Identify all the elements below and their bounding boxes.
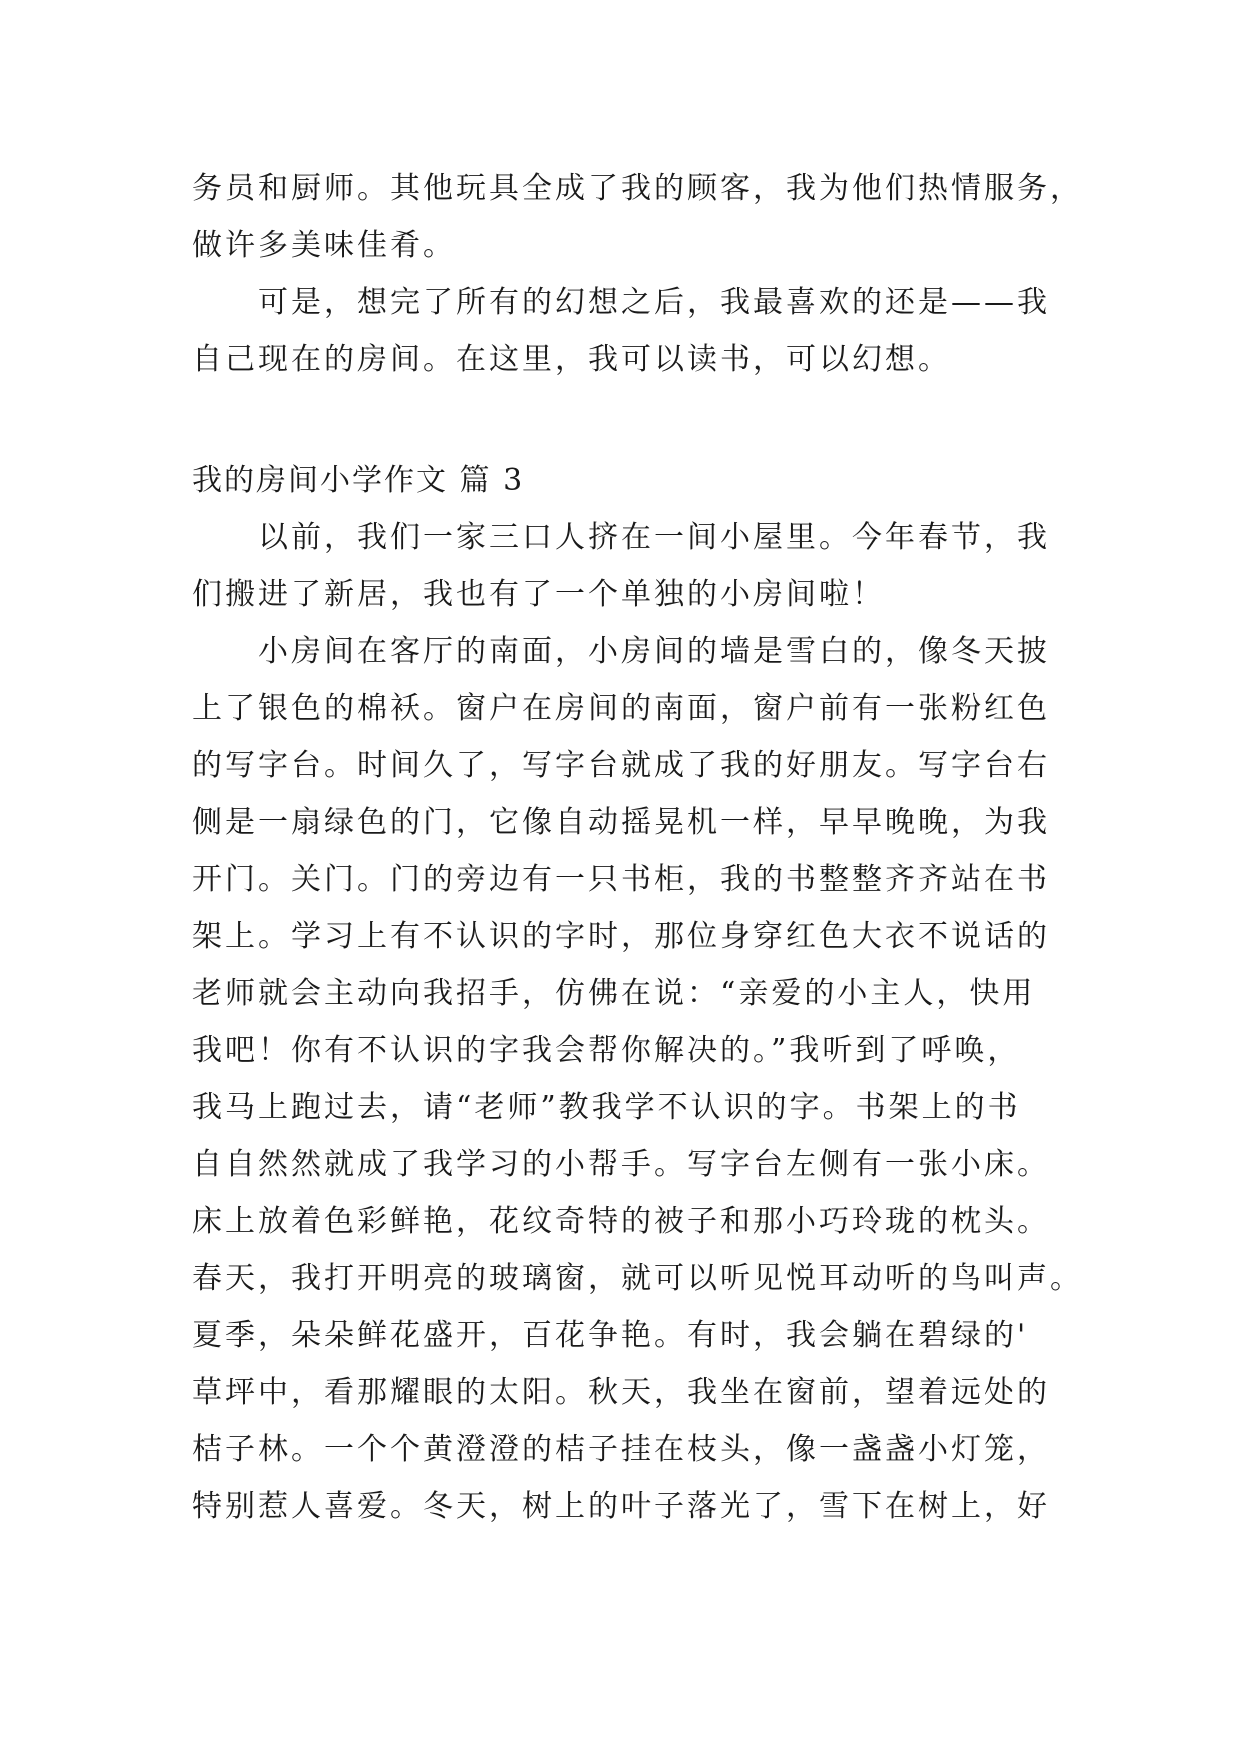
paragraph-1: [192, 160, 1083, 274]
text-line: 夏季，朵朵鲜花盛开，百花争艳。有时，我会躺在碧绿的': [192, 1318, 1029, 1353]
text-line: 侧是一扇绿色的门，它像自动摇晃机一样，早早晚晚，为我: [192, 805, 1050, 840]
text-line: 上了银色的棉袄。窗户在房间的南面，窗户前有一张粉红色: [192, 691, 1050, 726]
section-spacer: [192, 388, 1072, 452]
text-line: 可是，想完了所有的幻想之后，我最喜欢的还是——我: [258, 285, 1050, 320]
text-line: 自自然然就成了我学习的小帮手。写字台左侧有一张小床。: [192, 1147, 1050, 1182]
text-line: 春天，我打开明亮的玻璃窗，就可以听见悦耳动听的鸟叫声。: [192, 1261, 1083, 1296]
paragraph-2: [192, 274, 1072, 388]
document-body: [192, 160, 1083, 1535]
text-line: 桔子林。一个个黄澄澄的桔子挂在枝头，像一盏盏小灯笼，: [192, 1432, 1050, 1467]
text-line: 床上放着色彩鲜艳，花纹奇特的被子和那小巧玲珑的枕头。: [192, 1204, 1050, 1239]
text-line: 务员和厨师。其他玩具全成了我的顾客，我为他们热情服务，: [192, 171, 1083, 206]
text-line: 自己现在的房间。在这里，我可以读书，可以幻想。: [192, 342, 951, 377]
text-line: 架上。学习上有不认识的字时，那位身穿红色大衣不说话的: [192, 919, 1050, 954]
text-line: 小房间在客厅的南面，小房间的墙是雪白的，像冬天披: [258, 634, 1050, 669]
paragraph-3: [192, 509, 1072, 623]
paragraph-4: [192, 623, 1083, 1535]
text-line: 的写字台。时间久了，写字台就成了我的好朋友。写字台右: [192, 748, 1050, 783]
text-line: 开门。关门。门的旁边有一只书柜，我的书整整齐齐站在书: [192, 862, 1050, 897]
text-line: 以前，我们一家三口人挤在一间小屋里。今年春节，我: [258, 520, 1050, 555]
text-line: 草坪中，看那耀眼的太阳。秋天，我坐在窗前，望着远处的: [192, 1375, 1050, 1410]
text-line: 我马上跑过去，请“老师”教我学不认识的字。书架上的书: [192, 1090, 1021, 1125]
text-line: 们搬进了新居，我也有了一个单独的小房间啦！: [192, 577, 885, 612]
text-line: 做许多美味佳肴。: [192, 228, 456, 263]
section-heading: 我的房间小学作文 篇 3: [192, 463, 525, 498]
text-line: 我吧！你有不认识的字我会帮你解决的。”我听到了呼唤，: [192, 1033, 1021, 1068]
text-line: 特别惹人喜爱。冬天，树上的叶子落光了，雪下在树上，好: [192, 1489, 1050, 1524]
text-line: 老师就会主动向我招手，仿佛在说：“亲爱的小主人，快用: [192, 976, 1036, 1011]
